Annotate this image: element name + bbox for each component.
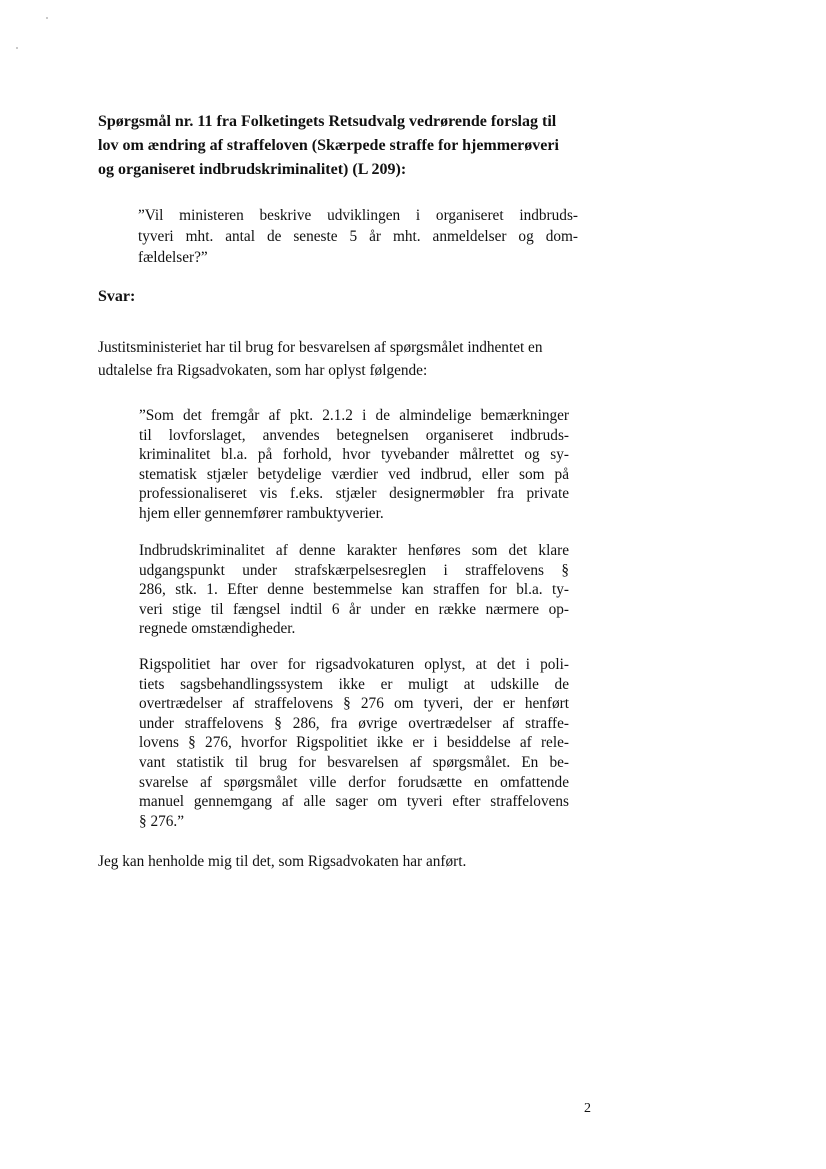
intro-line: Justitsministeriet har til brug for besvarelsen af spørgsmålet indhentet en xyxy=(98,339,543,356)
quote-line: svarelse af spørgsmålet ville derfor forudsætte en omfattende xyxy=(139,773,569,791)
page-number: 2 xyxy=(584,1101,591,1116)
quote-line: overtrædelser af straffelovens § 276 om tyveri, der er henført xyxy=(139,695,569,713)
quote-line: ”Som det fremgår af pkt. 2.1.2 i de almindelige bemærkninger xyxy=(139,407,569,424)
quote-paragraph-1 xyxy=(139,406,569,524)
quote-line: under straffelovens § 286, fra øvrige overtrædelser af straffe- xyxy=(139,714,569,732)
quote-line: § 276.” xyxy=(139,812,185,830)
quote-line: til lovforslaget, anvendes betegnelsen organiseret indbruds- xyxy=(139,426,569,444)
answer-label: Svar: xyxy=(98,288,136,305)
closing-statement: Jeg kan henholde mig til det, som Rigsadvokaten har anført. xyxy=(98,853,467,870)
quote-paragraph-3 xyxy=(139,655,569,831)
scan-speck xyxy=(46,17,48,19)
question-line: fældelser?” xyxy=(138,249,208,266)
quote-line: professionaliseret vis f.eks. stjæler designermøbler fra private xyxy=(139,485,569,503)
question-line: ”Vil ministeren beskrive udviklingen i organiseret indbruds- xyxy=(138,207,578,224)
quote-line: manuel gennemgang af alle sager om tyveri efter straffelovens xyxy=(139,793,569,811)
quote-paragraph-2 xyxy=(139,541,569,639)
quote-line: 286, stk. 1. Efter denne bestemmelse kan straffen for bl.a. ty- xyxy=(139,581,569,599)
quote-line: tiets sagsbehandlingssystem ikke er muligt at udskille de xyxy=(139,675,569,693)
quote-line: regnede omstændigheder. xyxy=(139,620,296,638)
quote-line: vant statistik til brug for besvarelsen af spørgsmålet. En be- xyxy=(139,753,569,771)
quote-line: Rigspolitiet har over for rigsadvokaturen oplyst, at det i poli- xyxy=(139,656,569,673)
quote-line: hjem eller gennemfører rambuktyverier. xyxy=(139,504,384,522)
heading-line: lov om ændring af straffeloven (Skærpede straffe for hjemmerøveri xyxy=(98,137,559,154)
intro-line: udtalelse fra Rigsadvokaten, som har oplyst følgende: xyxy=(98,362,428,379)
heading-line: og organiseret indbrudskriminalitet) (L 209): xyxy=(98,161,407,178)
answer-intro xyxy=(98,336,618,382)
quote-line: udgangspunkt under strafskærpelsesreglen i straffelovens § xyxy=(139,561,569,579)
question-heading xyxy=(98,110,618,182)
quote-line: lovens § 276, hvorfor Rigspolitiet ikke er i besiddelse af rele- xyxy=(139,734,569,752)
question-line: tyveri mht. antal de seneste 5 år mht. anmeldelser og dom- xyxy=(138,228,578,245)
quote-line: kriminalitet bl.a. på forhold, hvor tyvebander målrettet og sy- xyxy=(139,446,569,464)
quote-line: stematisk stjæler betydelige værdier ved indbrud, eller som på xyxy=(139,465,569,483)
quote-line: Indbrudskriminalitet af denne karakter henføres som det klare xyxy=(139,542,569,559)
scan-speck xyxy=(16,47,18,49)
heading-line: Spørgsmål nr. 11 fra Folketingets Retsudvalg vedrørende forslag til xyxy=(98,113,557,130)
question-quote xyxy=(138,205,578,268)
quote-line: veri stige til fængsel indtil 6 år under en række nærmere op- xyxy=(139,600,569,618)
